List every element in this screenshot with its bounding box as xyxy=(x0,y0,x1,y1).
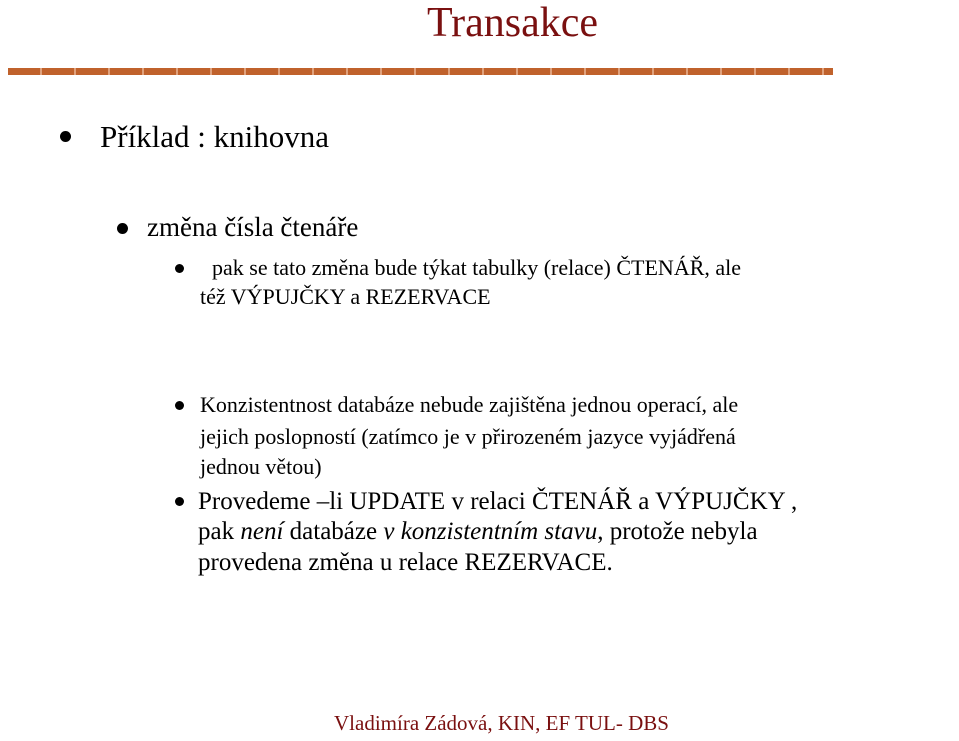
footer-author: Vladimíra Zádová, KIN, EF TUL- DBS xyxy=(334,711,669,735)
title-underline xyxy=(8,68,833,75)
bullet-icon xyxy=(175,401,184,410)
item-example-library: Příklad : knihovna xyxy=(100,119,330,154)
item-update-line2-d: v konzistentním stavu xyxy=(383,518,598,545)
item-update-line1: Provedeme –li UPDATE v relaci ČTENÁŘ a VÝPUJČKY , xyxy=(198,488,798,515)
item-update-line2-b: není xyxy=(240,518,284,545)
bullet-icon xyxy=(60,131,71,142)
item-reader-number-change: změna čísla čtenáře xyxy=(147,212,359,242)
bullet-icon xyxy=(175,264,184,273)
item-affects-tables-line1: pak se tato změna bude týkat tabulky (relace) ČTENÁŘ, ale xyxy=(212,255,742,280)
item-update-line2-e: , protože nebyla xyxy=(597,518,758,545)
item-consistency-line2: jejich poslopností (zatímco je v přirozeném jazyce vyjádřená xyxy=(200,424,736,449)
item-affects-tables-line2: též VÝPUJČKY a REZERVACE xyxy=(200,284,491,309)
item-consistency-line3: jednou větou) xyxy=(200,454,322,479)
item-update-line2 xyxy=(198,516,758,548)
item-update-line2-a: pak xyxy=(198,518,235,545)
bullet-icon xyxy=(175,497,184,506)
item-update-line3: provedena změna u relace REZERVACE. xyxy=(198,549,613,576)
bullet-icon xyxy=(117,223,128,234)
item-update-line2-c: databáze xyxy=(289,518,378,545)
item-consistency-line1: Konzistentnost databáze nebude zajištěna jednou operací, ale xyxy=(200,392,739,417)
slide-title: Transakce xyxy=(427,0,599,46)
